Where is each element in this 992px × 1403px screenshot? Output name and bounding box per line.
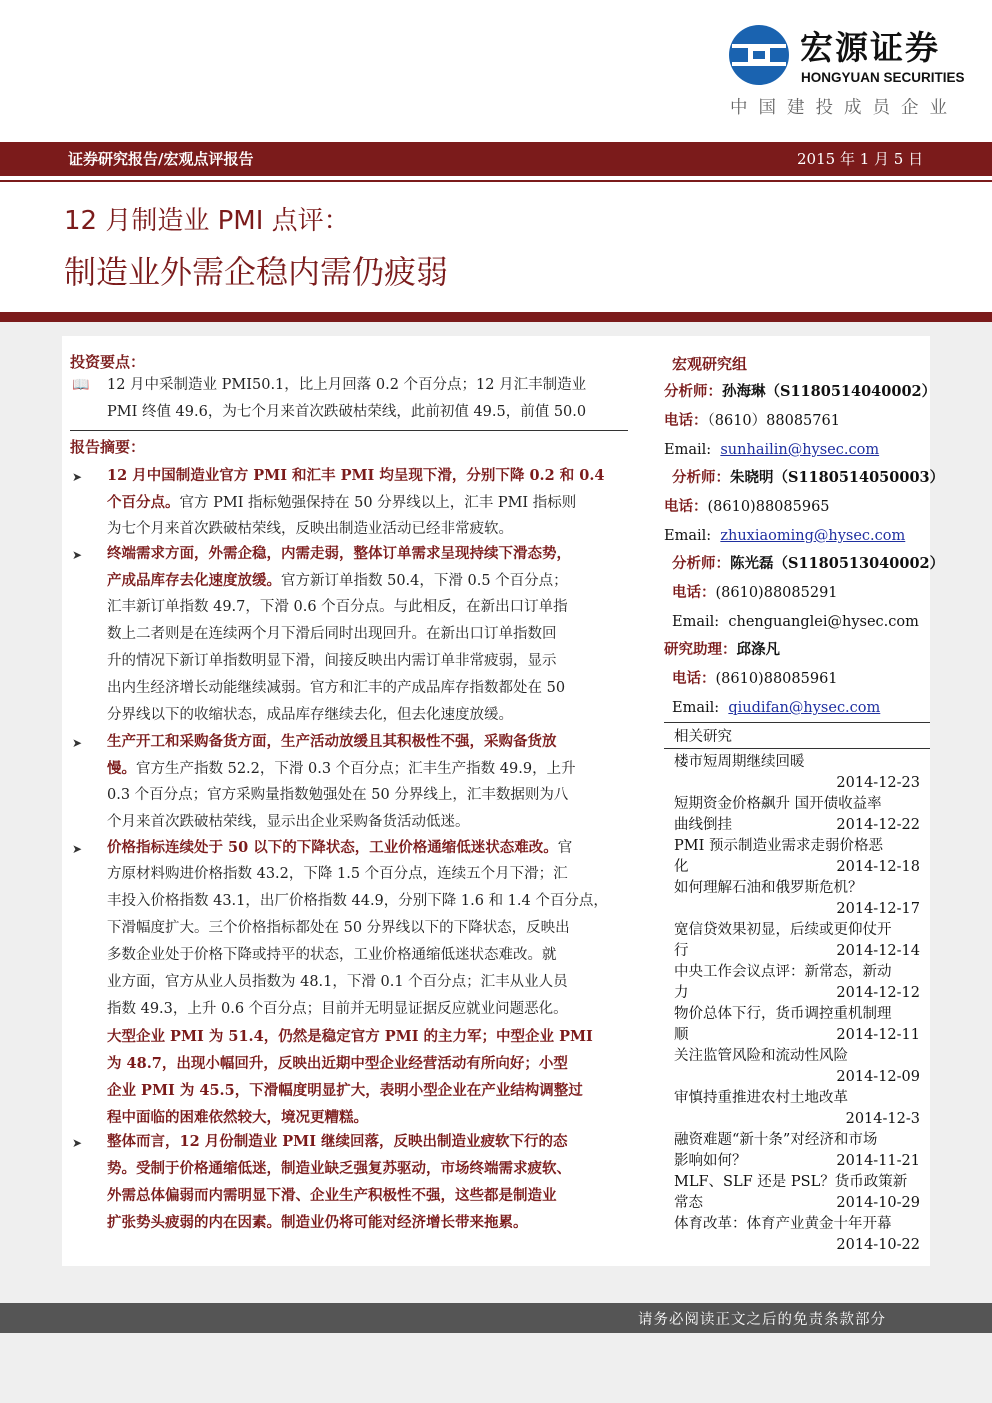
bullet-text: 丰投入价格指数 43.1，出厂价格指数 44.9，分别下降 1.6 和 1.4 个百分点， (107, 893, 608, 909)
report-title-line1: 12 月制造业 PMI 点评： (64, 206, 350, 236)
related-research-title[interactable]: 短期资金价格飙升 国开债收益率 (674, 796, 882, 812)
divider (0, 180, 992, 182)
assistant: 研究助理：邱涤凡 (664, 641, 780, 658)
related-research-title[interactable]: 行 (674, 943, 689, 959)
bullet-text: 企业 PMI 为 45.5，下滑幅度明显扩大，表明小型企业在产业结构调整过 (107, 1082, 583, 1099)
bullet-text: 业方面，官方从业人员指数为 48.1，下滑 0.1 个百分点；汇丰从业人员 (107, 974, 568, 990)
related-research-date: 2014-11-21 (836, 1153, 920, 1169)
bullet-text: 多数企业处于价格下降或持平的状态，工业价格通缩低迷状态难改。就 (107, 947, 557, 963)
report-date: 2015 年 1 月 5 日 (797, 150, 924, 168)
report-type: 证券研究报告/宏观点评报告 (68, 150, 254, 168)
bullet-text: 下滑幅度扩大。三个价格指标都处在 50 分界线以下的下降状态，反映出 (107, 920, 570, 936)
related-research-title[interactable]: 曲线倒挂 (674, 817, 732, 833)
bullet-text: 个月来首次跌破枯荣线，显示出企业采购备货活动低迷。 (107, 814, 470, 830)
related-research-title[interactable]: 力 (674, 985, 689, 1001)
related-research-title[interactable]: 顺 (674, 1027, 689, 1043)
email-link[interactable]: sunhailin@hysec.com (720, 442, 880, 458)
analyst-1-phone: 电话：（8610）88085761 (664, 412, 840, 429)
email-link[interactable]: zhuxiaoming@hysec.com (720, 528, 906, 544)
bullet-text: 方原材料购进价格指数 43.2，下降 1.5 个百分点，连续五个月下滑；汇 (107, 866, 568, 882)
research-group: 宏观研究组 (672, 355, 748, 373)
related-research-date: 2014-10-29 (836, 1195, 920, 1211)
related-research-title[interactable]: PMI 预示制造业需求走弱价格恶 (674, 838, 883, 854)
bullet-text: 数上二者则是在连续两个月下滑后同时出现回升。在新出口订单指数回 (107, 626, 557, 642)
abstract-heading: 报告摘要： (70, 438, 146, 456)
related-research-title[interactable]: MLF、SLF 还是 PSL？货币政策新 (674, 1174, 908, 1190)
assistant-email: Email: qiudifan@hysec.com (672, 700, 881, 716)
related-research-title[interactable]: 如何理解石油和俄罗斯危机？ (674, 880, 863, 896)
bullet-text: 产成品库存去化速度放缓。官方新订单指数 50.4，下滑 0.5 个百分点； (107, 572, 568, 589)
email-link[interactable]: qiudifan@hysec.com (728, 700, 881, 716)
related-research-title[interactable]: 常态 (674, 1195, 703, 1211)
email-text: chenguanglei@hysec.com (728, 614, 919, 630)
related-research-date: 2014-12-12 (836, 985, 920, 1001)
summary-point: 12 月中采制造业 PMI50.1，比上月回落 0.2 个百分点；12 月汇丰制造业 (107, 377, 587, 393)
related-research-date: 2014-12-14 (836, 943, 920, 959)
divider (664, 722, 930, 723)
assistant-phone: 电话：(8610)88085961 (672, 670, 838, 687)
bullet-text: 分界线以下的收缩状态，成品库存继续去化，但去化速度放缓。 (107, 707, 513, 723)
bullet-text: 势。受制于价格通缩低迷，制造业缺乏强复苏驱动，市场终端需求疲软、 (107, 1160, 571, 1177)
bullet-text: 生产开工和采购备货方面，生产活动放缓且其积极性不强，采购备货放 (107, 733, 557, 750)
bullet-text: 汇丰新订单指数 49.7，下滑 0.6 个百分点。与此相反，在新出口订单指 (107, 599, 568, 615)
summary-point: PMI 终值 49.6，为七个月来首次跌破枯荣线，此前初值 49.5，前值 50.0 (107, 404, 587, 420)
footer-disclaimer: 请务必阅读正文之后的免责条款部分 (638, 1312, 886, 1328)
bullet-text: 0.3 个百分点；官方采购量指数勉强处在 50 分界线上，汇丰数据则为八 (107, 787, 569, 803)
company-name-en: HONGYUAN SECURITIES (801, 70, 965, 85)
related-research-title[interactable]: 物价总体下行，货币调控重机制理 (674, 1006, 892, 1022)
bullet-text: 大型企业 PMI 为 51.4，仍然是稳定官方 PMI 的主力军；中型企业 PMI (107, 1028, 593, 1045)
related-research-date: 2014-12-18 (836, 859, 920, 875)
related-research-title[interactable]: 楼市短周期继续回暖 (674, 754, 805, 770)
related-research-date: 2014-12-17 (836, 901, 920, 917)
bullet-text: 外需总体偏弱而内需明显下滑、企业生产积极性不强，这些都是制造业 (107, 1187, 557, 1204)
related-research-date: 2014-10-22 (836, 1237, 920, 1253)
analyst-3: 分析师：陈光磊（S1180513040002） (672, 555, 945, 572)
analyst-1: 分析师：孙海琳（S1180514040002） (664, 383, 937, 400)
book-icon: 📖 (72, 377, 90, 393)
divider (0, 312, 992, 322)
analyst-1-email: Email: sunhailin@hysec.com (664, 442, 880, 458)
related-research-title[interactable]: 宽信贷效果初显，后续或更仰仗开 (674, 922, 892, 938)
related-research-date: 2014-12-23 (836, 775, 920, 791)
related-research-date: 2014-12-09 (836, 1069, 920, 1085)
report-title-line2: 制造业外需企稳内需仍疲弱 (64, 253, 449, 291)
bullet-arrow-icon: ➤ (72, 842, 83, 856)
company-slogan: 中国建投成员企业 (730, 98, 958, 118)
bullet-text: 扩张势头疲弱的内在因素。制造业仍将可能对经济增长带来拖累。 (107, 1214, 528, 1231)
bullet-arrow-icon: ➤ (72, 470, 83, 484)
related-research-title[interactable]: 化 (674, 859, 689, 875)
bullet-text: 个百分点。官方 PMI 指标勉强保持在 50 分界线以上，汇丰 PMI 指标则 (107, 494, 577, 511)
analyst-2: 分析师：朱晓明（S1180514050003） (672, 469, 945, 486)
bullet-text: 程中面临的困难依然较大，境况更糟糕。 (107, 1109, 368, 1126)
related-research-heading: 相关研究 (674, 729, 732, 745)
related-research-title[interactable]: 影响如何？ (674, 1153, 747, 1169)
company-name-cn: 宏源证券 (800, 28, 940, 67)
bullet-text: 价格指标连续处于 50 以下的下降状态，工业价格通缩低迷状态难改。官 (107, 839, 573, 856)
related-research-date: 2014-12-22 (836, 817, 920, 833)
related-research-date: 2014-12-11 (836, 1027, 920, 1043)
bullet-arrow-icon: ➤ (72, 548, 83, 562)
company-logo-icon (728, 24, 790, 86)
analyst-3-phone: 电话：(8610)88085291 (672, 584, 838, 601)
related-research-title[interactable]: 审慎持重推进农村土地改革 (674, 1090, 848, 1106)
bullet-text: 整体而言，12 月份制造业 PMI 继续回落，反映出制造业疲软下行的态 (107, 1133, 568, 1150)
bullet-arrow-icon: ➤ (72, 1136, 83, 1150)
bullet-text: 终端需求方面，外需企稳，内需走弱，整体订单需求呈现持续下滑态势， (107, 545, 571, 562)
bullet-arrow-icon: ➤ (72, 736, 83, 750)
bullet-text: 升的情况下新订单指数明显下滑，间接反映出内需订单非常疲弱，显示 (107, 653, 557, 669)
related-research-date: 2014-12-3 (845, 1111, 920, 1127)
related-research-title[interactable]: 体育改革：体育产业黄金十年开幕 (674, 1216, 892, 1232)
bullet-text: 为 48.7，出现小幅回升，反映出近期中型企业经营活动有所向好；小型 (107, 1055, 568, 1072)
bullet-text: 12 月中国制造业官方 PMI 和汇丰 PMI 均呈现下滑，分别下降 0.2 和 0.4 (107, 467, 605, 484)
bullet-text: 出内生经济增长动能继续减弱。官方和汇丰的产成品库存指数都处在 50 (107, 680, 566, 696)
divider (70, 430, 628, 431)
related-research-title[interactable]: 中央工作会议点评：新常态，新动 (674, 964, 892, 980)
summary-heading: 投资要点： (70, 353, 146, 371)
bullet-text: 指数 49.3，上升 0.6 个百分点；目前并无明显证据反应就业问题恶化。 (107, 1001, 568, 1017)
related-research-title[interactable]: 融资难题“新十条”对经济和市场 (674, 1132, 878, 1148)
related-research-title[interactable]: 关注监管风险和流动性风险 (674, 1048, 848, 1064)
divider (664, 748, 930, 749)
analyst-2-phone: 电话：(8610)88085965 (664, 498, 830, 515)
bullet-text: 慢。官方生产指数 52.2，下滑 0.3 个百分点；汇丰生产指数 49.9，上升 (107, 760, 576, 777)
bullet-text: 为七个月来首次跌破枯荣线，反映出制造业活动已经非常疲软。 (107, 521, 513, 537)
analyst-3-email: Email: chenguanglei@hysec.com (672, 614, 919, 630)
analyst-2-email: Email: zhuxiaoming@hysec.com (664, 528, 906, 544)
